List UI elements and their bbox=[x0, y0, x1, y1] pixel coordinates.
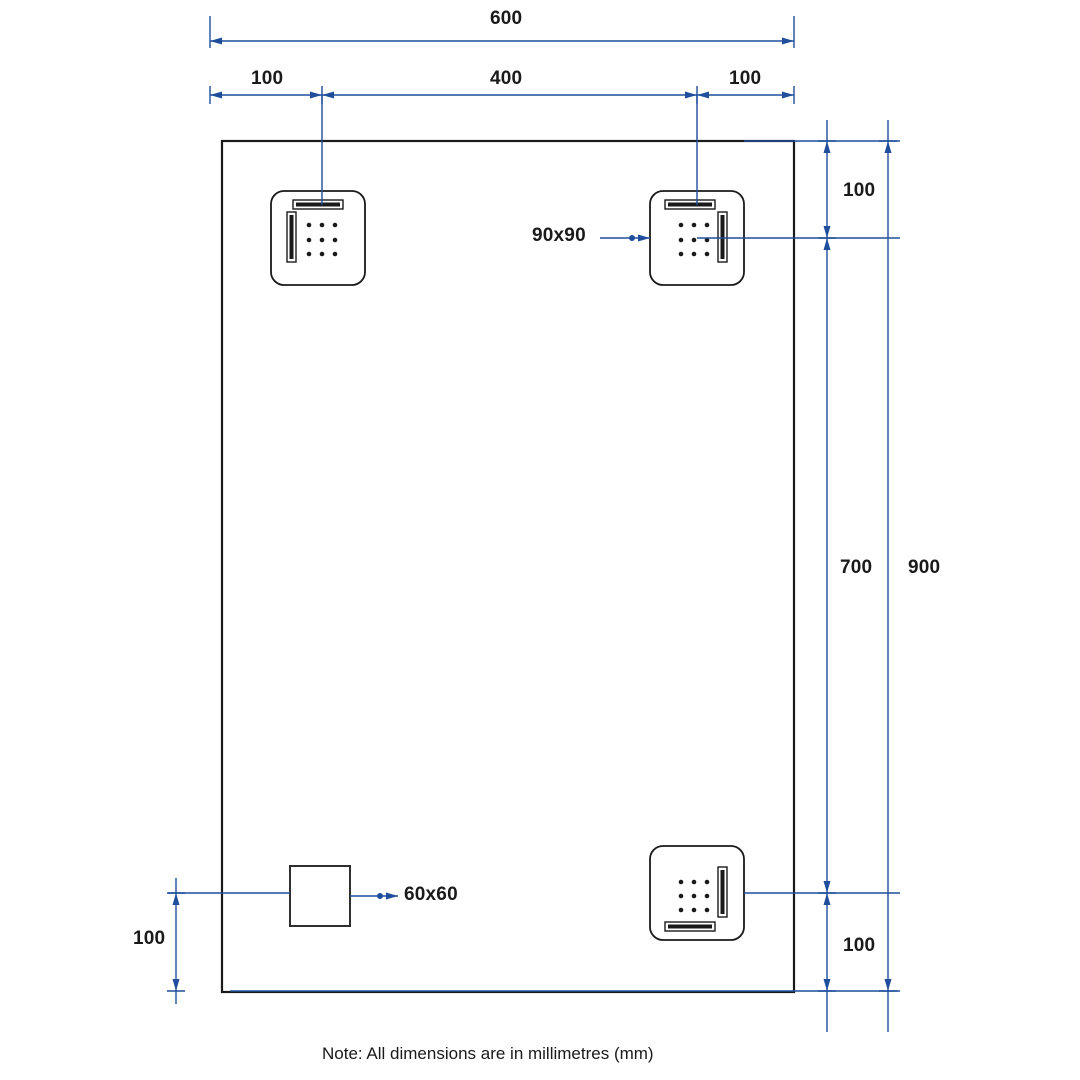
dim-label-top-span: 400 bbox=[490, 68, 523, 89]
callout-label-60x60: 60x60 bbox=[404, 884, 458, 905]
dim-label-top-overall: 600 bbox=[490, 8, 523, 29]
dim-label-right-top-offset: 100 bbox=[843, 180, 876, 201]
units-note: Note: All dimensions are in millimetres (mm) bbox=[322, 1044, 654, 1063]
dim-label-right-overall: 900 bbox=[908, 557, 941, 578]
dimension-lines bbox=[167, 16, 900, 1032]
callout-label-90x90: 90x90 bbox=[532, 225, 586, 246]
dim-label-left-bottom-offset: 100 bbox=[133, 928, 166, 949]
dim-label-top-left-offset: 100 bbox=[251, 68, 284, 89]
panel-outline bbox=[222, 141, 794, 992]
mount-plate-top-left bbox=[271, 191, 365, 285]
dim-label-top-right-offset: 100 bbox=[729, 68, 762, 89]
dim-label-right-span: 700 bbox=[840, 557, 873, 578]
dim-label-right-bottom-offset: 100 bbox=[843, 935, 876, 956]
mount-plate-bottom-left bbox=[290, 866, 350, 926]
dimension-arrows bbox=[173, 38, 892, 992]
mount-plate-bottom-right bbox=[650, 846, 744, 940]
